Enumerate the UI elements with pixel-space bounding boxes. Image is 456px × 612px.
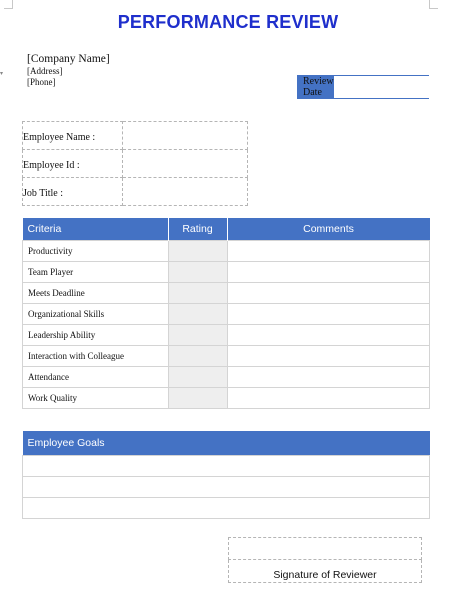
criteria-cell: Attendance	[23, 367, 169, 388]
goal-cell[interactable]	[23, 456, 430, 477]
company-phone[interactable]: [Phone]	[27, 77, 56, 87]
criteria-header: Criteria	[23, 218, 169, 241]
table-row	[23, 262, 430, 283]
comments-header: Comments	[227, 218, 430, 241]
table-row	[23, 388, 430, 409]
employee-name-field[interactable]	[123, 122, 248, 150]
rating-cell[interactable]	[168, 388, 227, 409]
criteria-cell: Interaction with Colleague	[23, 346, 169, 367]
comments-cell[interactable]	[227, 388, 430, 409]
company-block	[27, 52, 110, 88]
criteria-cell: Work Quality	[23, 388, 169, 409]
rating-header: Rating	[168, 218, 227, 241]
review-date-box	[297, 75, 429, 99]
comments-cell[interactable]	[227, 283, 430, 304]
rating-cell[interactable]	[168, 283, 227, 304]
table-row	[23, 304, 430, 325]
company-address[interactable]: [Address]	[27, 66, 63, 76]
criteria-table	[22, 218, 430, 409]
page-corner-mark	[429, 0, 438, 9]
criteria-cell: Productivity	[23, 241, 169, 262]
table-row	[23, 241, 430, 262]
employee-goals-header: Employee Goals	[23, 431, 430, 456]
review-date-label: Review Date	[298, 76, 334, 98]
job-title-label: Job Title :	[23, 178, 123, 206]
goal-row	[23, 456, 430, 477]
employee-id-field[interactable]	[123, 150, 248, 178]
table-row	[23, 325, 430, 346]
margin-marker-icon: ▾	[0, 71, 4, 77]
page-corner-mark	[4, 0, 13, 9]
criteria-cell: Leadership Ability	[23, 325, 169, 346]
signature-block	[228, 537, 422, 583]
rating-cell[interactable]	[168, 241, 227, 262]
review-date-field[interactable]	[334, 76, 456, 98]
document-title: PERFORMANCE REVIEW	[117, 12, 339, 32]
employee-id-row	[23, 150, 248, 178]
signature-caption-row	[229, 560, 422, 583]
goals-header-row	[23, 431, 430, 456]
signature-label: Signature of Reviewer	[229, 560, 422, 583]
goal-row	[23, 498, 430, 519]
goal-row	[23, 477, 430, 498]
comments-cell[interactable]	[227, 367, 430, 388]
criteria-header-row	[23, 218, 430, 241]
criteria-cell: Team Player	[23, 262, 169, 283]
rating-cell[interactable]	[168, 367, 227, 388]
employee-name-label: Employee Name :	[23, 122, 123, 150]
rating-cell[interactable]	[168, 304, 227, 325]
job-title-row	[23, 178, 248, 206]
goal-cell[interactable]	[23, 477, 430, 498]
employee-info-table	[22, 121, 248, 206]
goal-cell[interactable]	[23, 498, 430, 519]
signature-row	[229, 538, 422, 560]
comments-cell[interactable]	[227, 325, 430, 346]
comments-cell[interactable]	[227, 346, 430, 367]
rating-cell[interactable]	[168, 346, 227, 367]
rating-cell[interactable]	[168, 325, 227, 346]
criteria-cell: Meets Deadline	[23, 283, 169, 304]
comments-cell[interactable]	[227, 262, 430, 283]
employee-goals-table	[22, 431, 430, 519]
company-name[interactable]: [Company Name]	[27, 53, 110, 65]
rating-cell[interactable]	[168, 262, 227, 283]
job-title-field[interactable]	[123, 178, 248, 206]
employee-id-label: Employee Id :	[23, 150, 123, 178]
criteria-cell: Organizational Skills	[23, 304, 169, 325]
table-row	[23, 283, 430, 304]
comments-cell[interactable]	[227, 304, 430, 325]
employee-name-row	[23, 122, 248, 150]
table-row	[23, 346, 430, 367]
signature-field[interactable]	[229, 538, 422, 560]
comments-cell[interactable]	[227, 241, 430, 262]
table-row	[23, 367, 430, 388]
